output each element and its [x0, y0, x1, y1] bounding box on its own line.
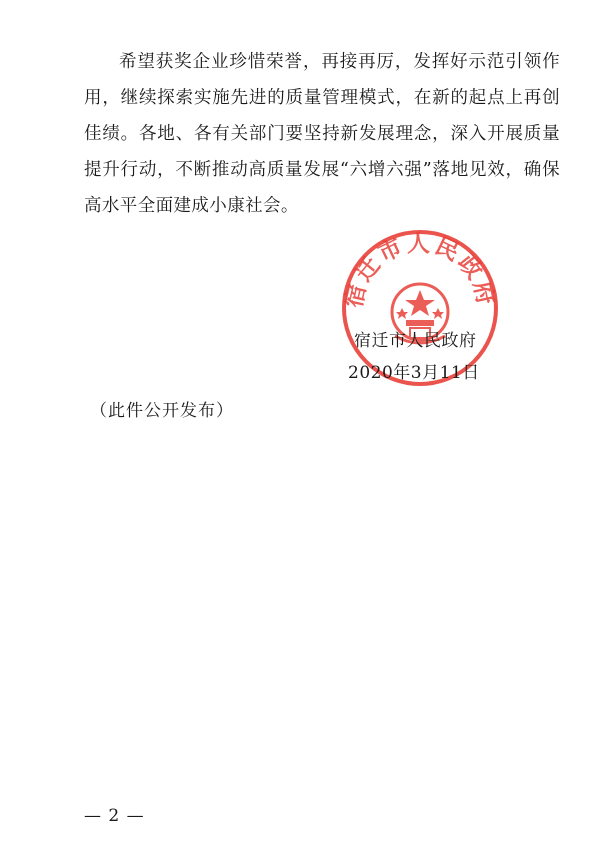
- issue-date: 2020年3月11日: [348, 363, 480, 383]
- issuer-name: 宿迁市人民政府: [354, 331, 477, 351]
- page-number: — 2 —: [84, 806, 145, 826]
- body-text: [84, 44, 560, 224]
- body-paragraph: 希望获奖企业珍惜荣誉，再接再厉，发挥好示范引领作用，继续探索实施先进的质量管理模式，在新的起点上再创佳绩。各地、各有关部门要坚持新发展理念，深入开展质量提升行动，不断推动高质量发展“六增六强”落地见效，确保高水平全面建成小康社会。: [84, 52, 560, 216]
- seal-arc-text: 宿迁市人民政府: [340, 229, 500, 311]
- publication-notice: （此件公开发布）: [90, 401, 234, 421]
